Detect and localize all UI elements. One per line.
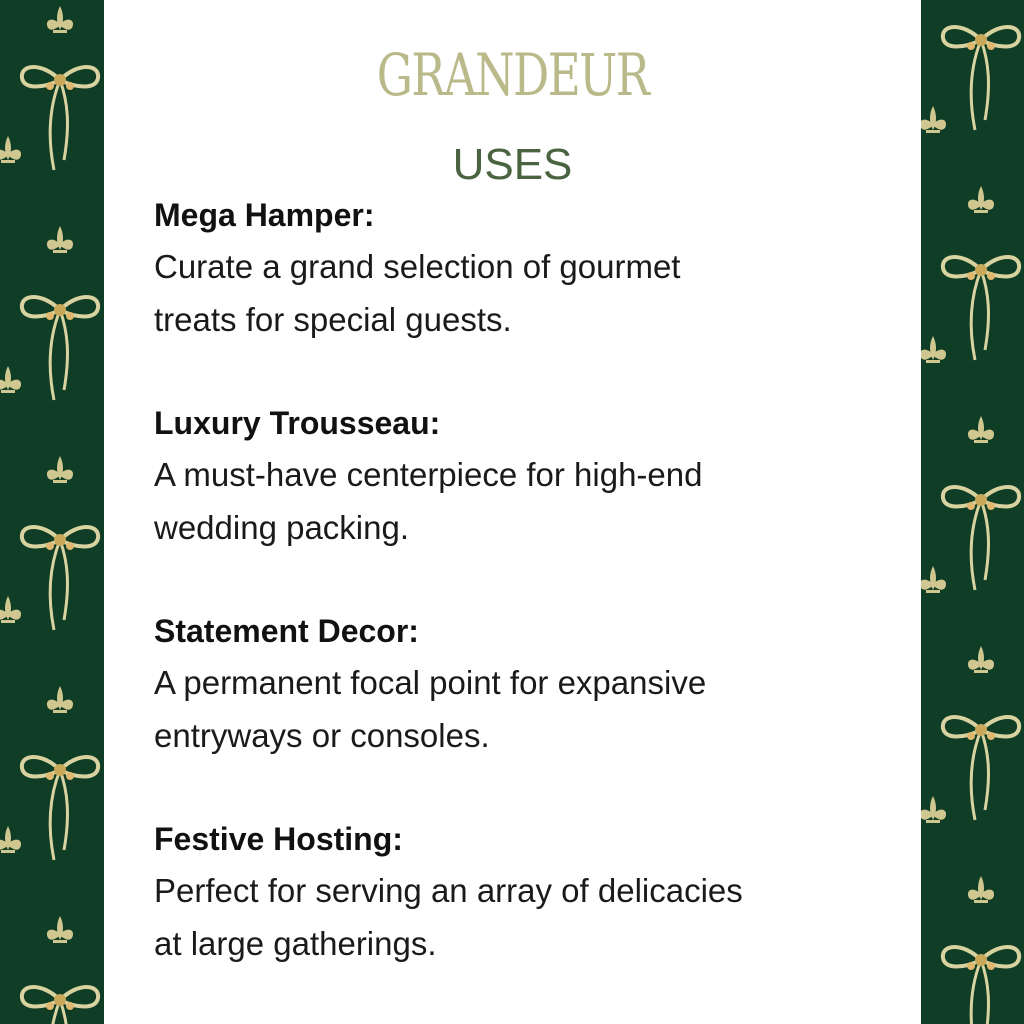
use-item-mega-hamper bbox=[154, 190, 894, 346]
right-border-pattern bbox=[921, 0, 1024, 1024]
use-description-line: Curate a grand selection of gourmet bbox=[154, 248, 681, 285]
use-item-statement-decor bbox=[154, 606, 894, 762]
uses-list bbox=[154, 190, 894, 970]
bow-pattern-icon bbox=[0, 0, 104, 1024]
use-description-line: Perfect for serving an array of delicacies bbox=[154, 872, 743, 909]
bow-pattern-icon bbox=[921, 0, 1024, 1024]
use-title: Luxury Trousseau: bbox=[154, 405, 441, 441]
use-description-line: treats for special guests. bbox=[154, 301, 512, 338]
left-border-pattern bbox=[0, 0, 104, 1024]
use-item-festive-hosting bbox=[154, 814, 894, 970]
use-description-line: A permanent focal point for expansive bbox=[154, 664, 707, 701]
page-title: USES bbox=[452, 140, 573, 189]
use-item-luxury-trousseau bbox=[154, 398, 894, 554]
use-description-line: A must-have centerpiece for high-end bbox=[154, 456, 703, 493]
use-description-line: entryways or consoles. bbox=[154, 717, 490, 754]
content-panel bbox=[104, 0, 921, 1024]
use-title: Mega Hamper: bbox=[154, 197, 375, 233]
use-description-line: wedding packing. bbox=[154, 509, 410, 546]
use-description-line: at large gatherings. bbox=[154, 925, 437, 962]
brand-logo: GRANDEUR bbox=[376, 41, 649, 109]
use-title: Festive Hosting: bbox=[154, 821, 403, 857]
use-title: Statement Decor: bbox=[154, 613, 419, 649]
